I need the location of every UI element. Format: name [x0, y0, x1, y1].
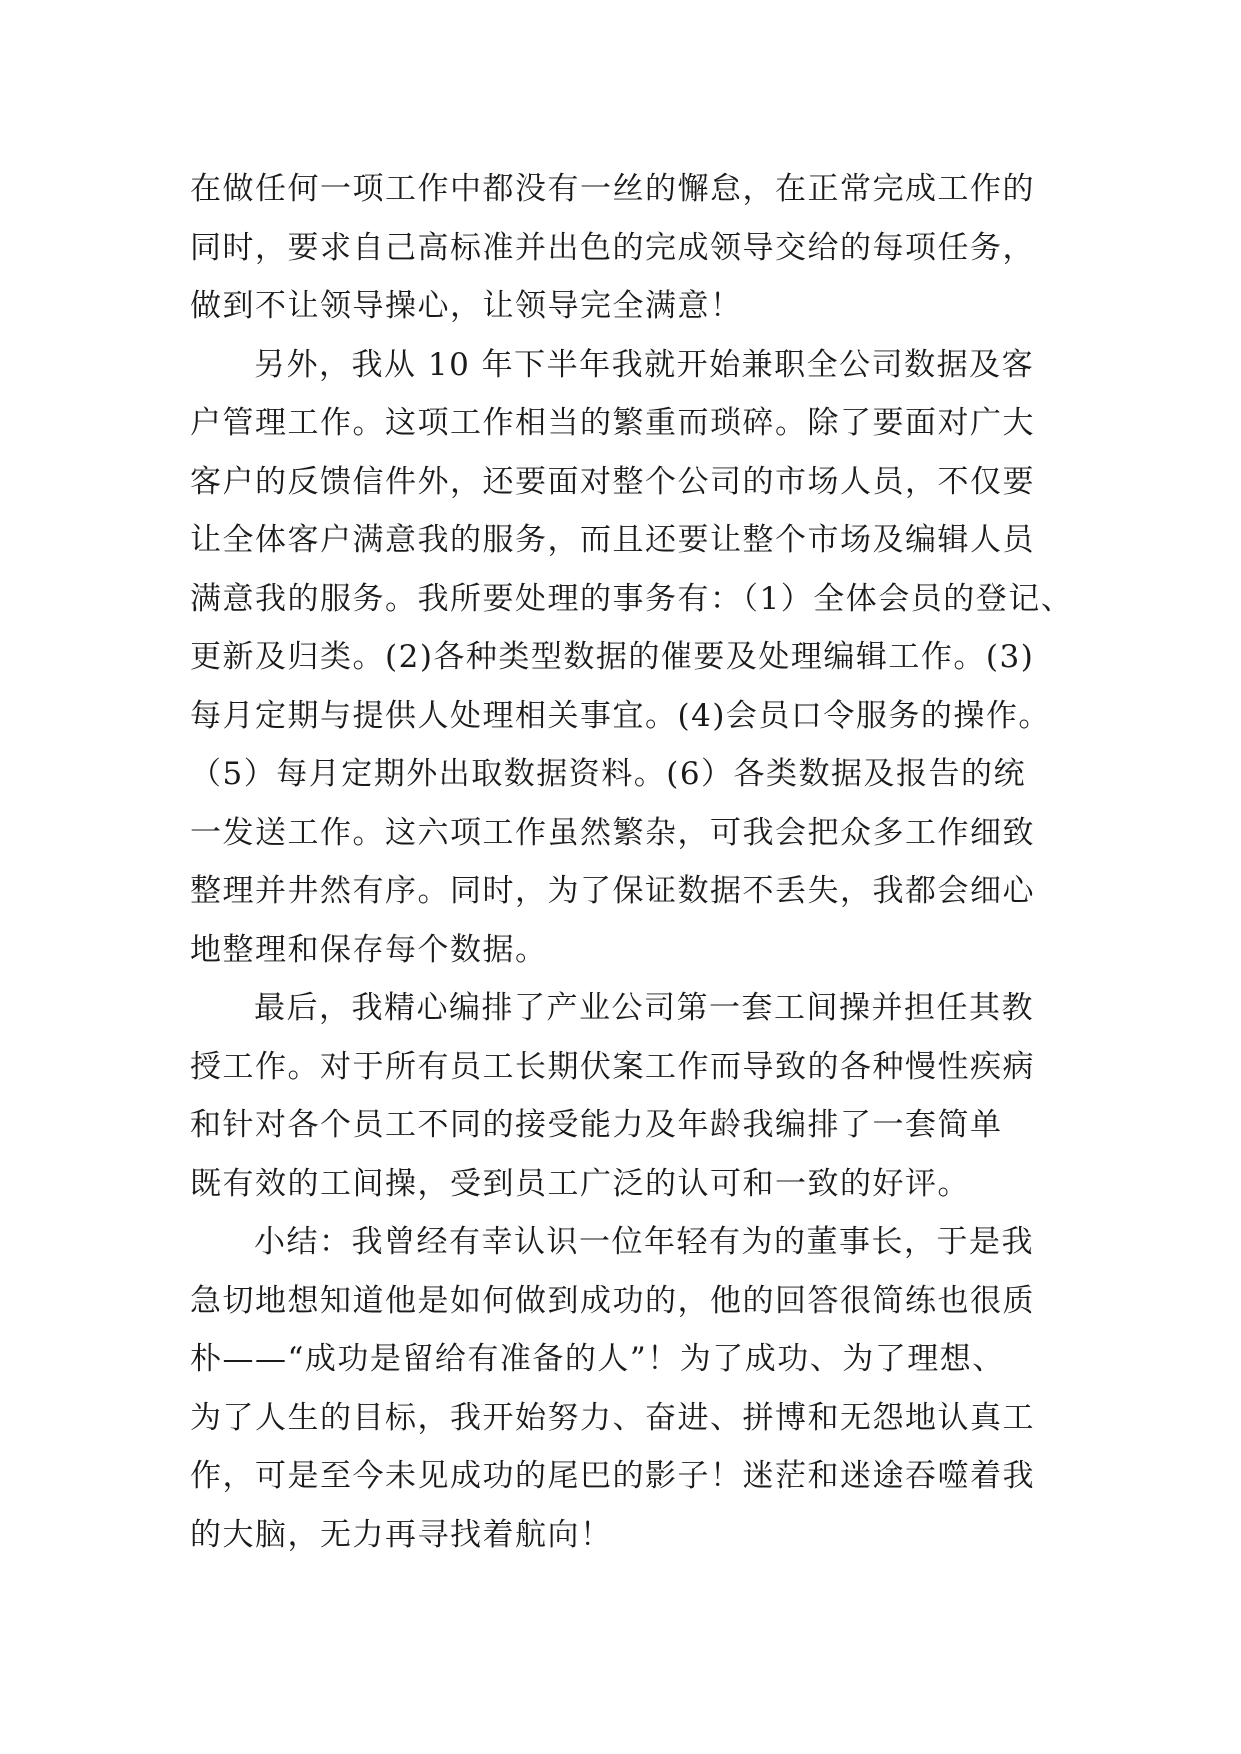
text-line: 地整理和保存每个数据。 [190, 931, 548, 968]
text-line: 作，可是至今未见成功的尾巴的影子！迷茫和迷途吞噬着我 [190, 1458, 1035, 1494]
text-line: 在做任何一项工作中都没有一丝的懈怠，在正常完成工作的 [190, 171, 1035, 207]
text-line: 客户的反馈信件外，还要面对整个公司的市场人员，不仅要 [190, 463, 1035, 500]
text-line: 急切地想知道他是如何做到成功的，他的回答很简练也很质 [190, 1282, 1035, 1319]
text-line: 整理并井然有序。同时，为了保证数据不丢失，我都会细心 [190, 873, 1035, 909]
text-line: 和针对各个员工不同的接受能力及年龄我编排了一套简单 [190, 1107, 1003, 1143]
text-line: 另外，我从 10 年下半年我就开始兼职全公司数据及客 [254, 346, 1035, 383]
text-line: 做到不让领导操心，让领导完全满意！ [190, 288, 743, 324]
text-line: 同时，要求自己高标准并出色的完成领导交给的每项任务， [190, 229, 1035, 266]
text-line: 的大脑，无力再寻找着航向！ [190, 1516, 613, 1553]
body-text [190, 160, 1074, 1564]
text-line: 小结：我曾经有幸认识一位年轻有为的董事长，于是我 [254, 1224, 1034, 1260]
text-line: 最后，我精心编排了产业公司第一套工间操并担任其教 [254, 990, 1034, 1026]
text-line: 让全体客户满意我的服务，而且还要让整个市场及编辑人员 [190, 522, 1035, 558]
text-line: 满意我的服务。我所要处理的事务有：（1）全体会员的登记、 [190, 580, 1074, 617]
text-line: 为了人生的目标，我开始努力、奋进、拼博和无怨地认真工 [190, 1399, 1035, 1436]
text-line: 户管理工作。这项工作相当的繁重而琐碎。除了要面对广大 [190, 405, 1035, 441]
text-line: 授工作。对于所有员工长期伏案工作而导致的各种慢性疾病 [190, 1048, 1035, 1085]
text-line: 既有效的工间操，受到员工广泛的认可和一致的好评。 [190, 1165, 970, 1202]
text-line: （5）每月定期外出取数据资料。(6）各类数据及报告的统 [190, 756, 1027, 792]
text-line: 更新及归类。(2)各种类型数据的催要及处理编辑工作。(3) [190, 639, 1035, 675]
text-line: 一发送工作。这六项工作虽然繁杂，可我会把众多工作细致 [190, 814, 1035, 851]
text-line: 每月定期与提供人处理相关事宜。(4)会员口令服务的操作。 [190, 697, 1051, 734]
text-line: 朴——“成功是留给有准备的人”！为了成功、为了理想、 [190, 1341, 1005, 1377]
